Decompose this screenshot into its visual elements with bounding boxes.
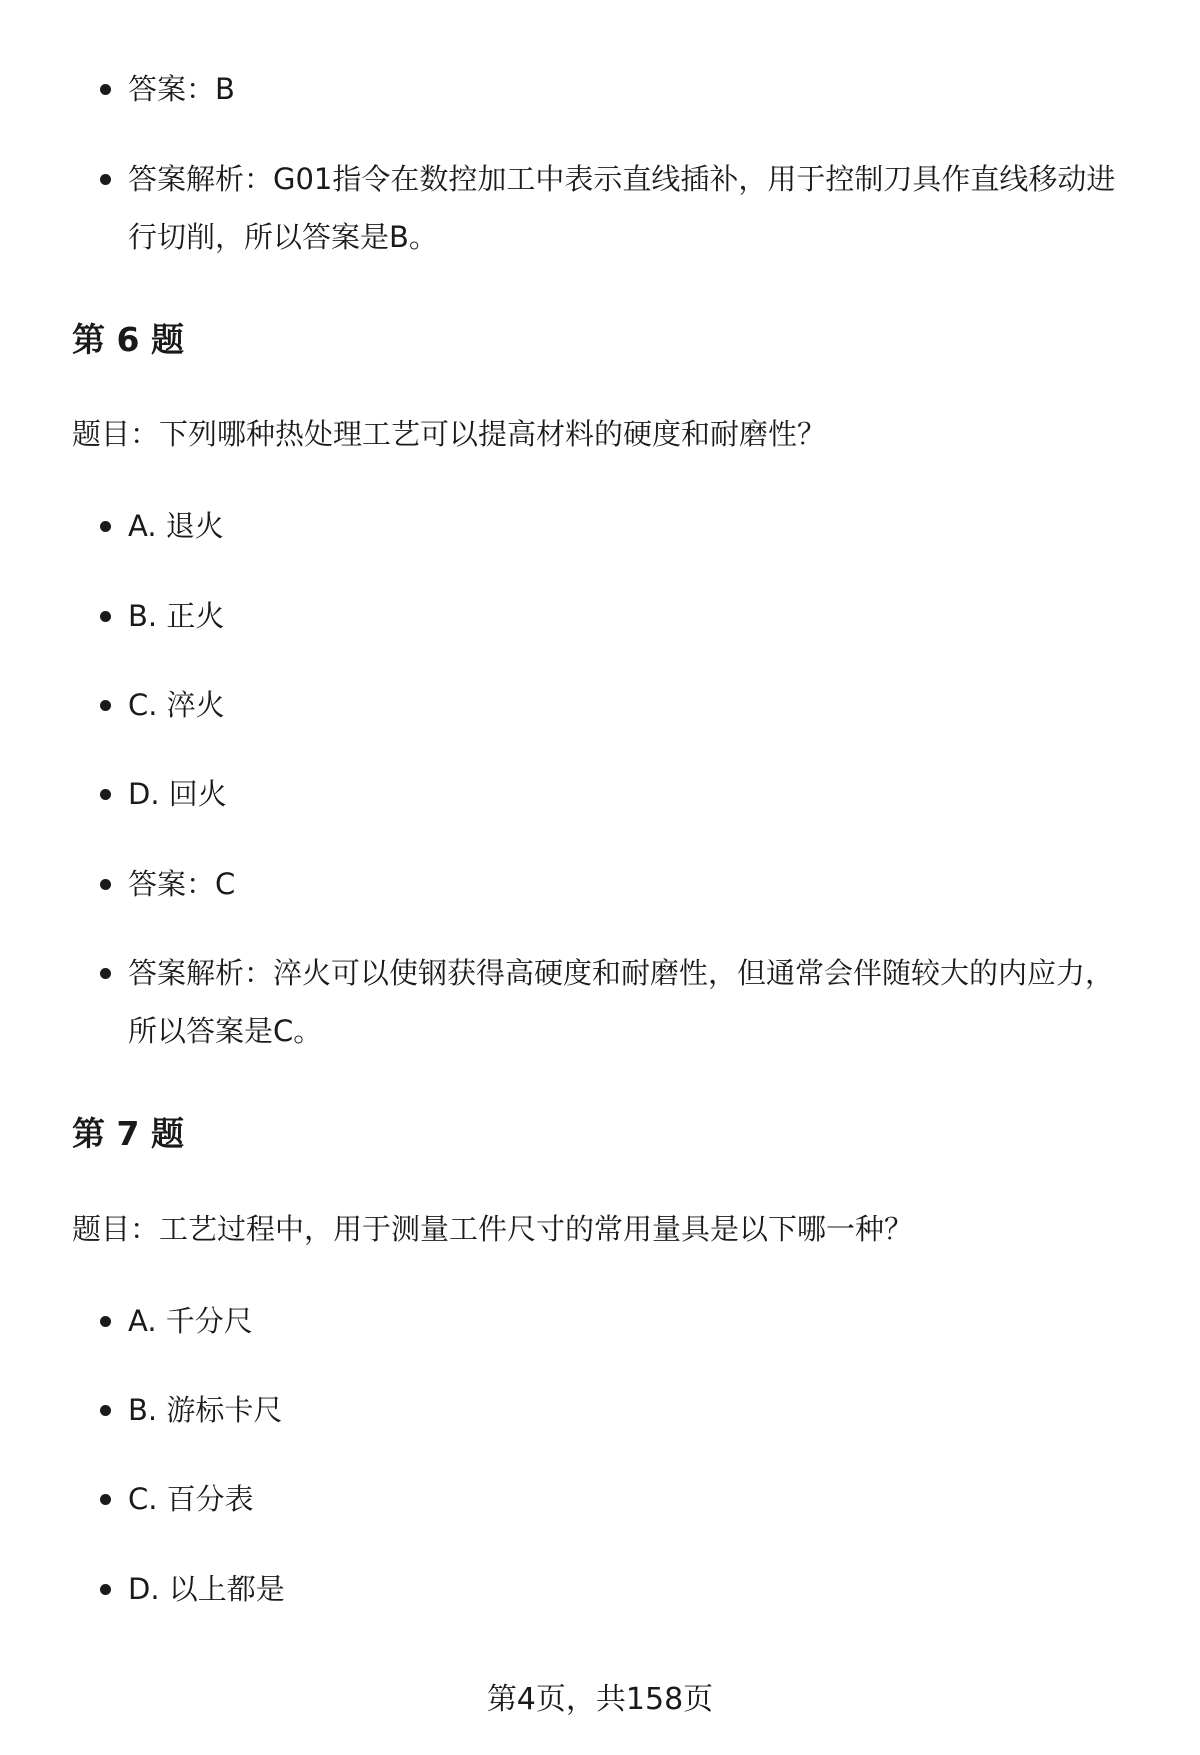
- question-6-option-d: D. 回火: [128, 765, 1138, 823]
- page-footer: 第4页，共158页: [486, 1682, 714, 1717]
- question-7-option-b: B. 游标卡尺: [128, 1381, 1138, 1439]
- question-6-option-c: C. 淬火: [128, 676, 1138, 734]
- explanation-prev: 答案解析：G01指令在数控加工中表示直线插补，用于控制刀具作直线移动进行切削，所以答案是B。: [128, 150, 1138, 266]
- answer-prev: 答案：B: [128, 60, 1138, 118]
- question-6-heading: 第 6 题: [72, 320, 184, 359]
- question-6-explanation: 答案解析：淬火可以使钢获得高硬度和耐磨性，但通常会伴随较大的内应力，所以答案是C。: [128, 944, 1138, 1060]
- question-7-heading: 第 7 题: [72, 1114, 184, 1153]
- question-6-answer: 答案：C: [128, 855, 1138, 913]
- question-7-option-d: D. 以上都是: [128, 1560, 1138, 1618]
- question-6-option-b: B. 正火: [128, 587, 1138, 645]
- question-7-option-c: C. 百分表: [128, 1470, 1138, 1528]
- question-7-option-a: A. 千分尺: [128, 1292, 1138, 1350]
- question-6-option-a: A. 退火: [128, 497, 1138, 555]
- question-7-text: 题目：工艺过程中，用于测量工件尺寸的常用量具是以下哪一种？: [72, 1212, 914, 1246]
- question-6-text: 题目：下列哪种热处理工艺可以提高材料的硬度和耐磨性？: [72, 417, 827, 451]
